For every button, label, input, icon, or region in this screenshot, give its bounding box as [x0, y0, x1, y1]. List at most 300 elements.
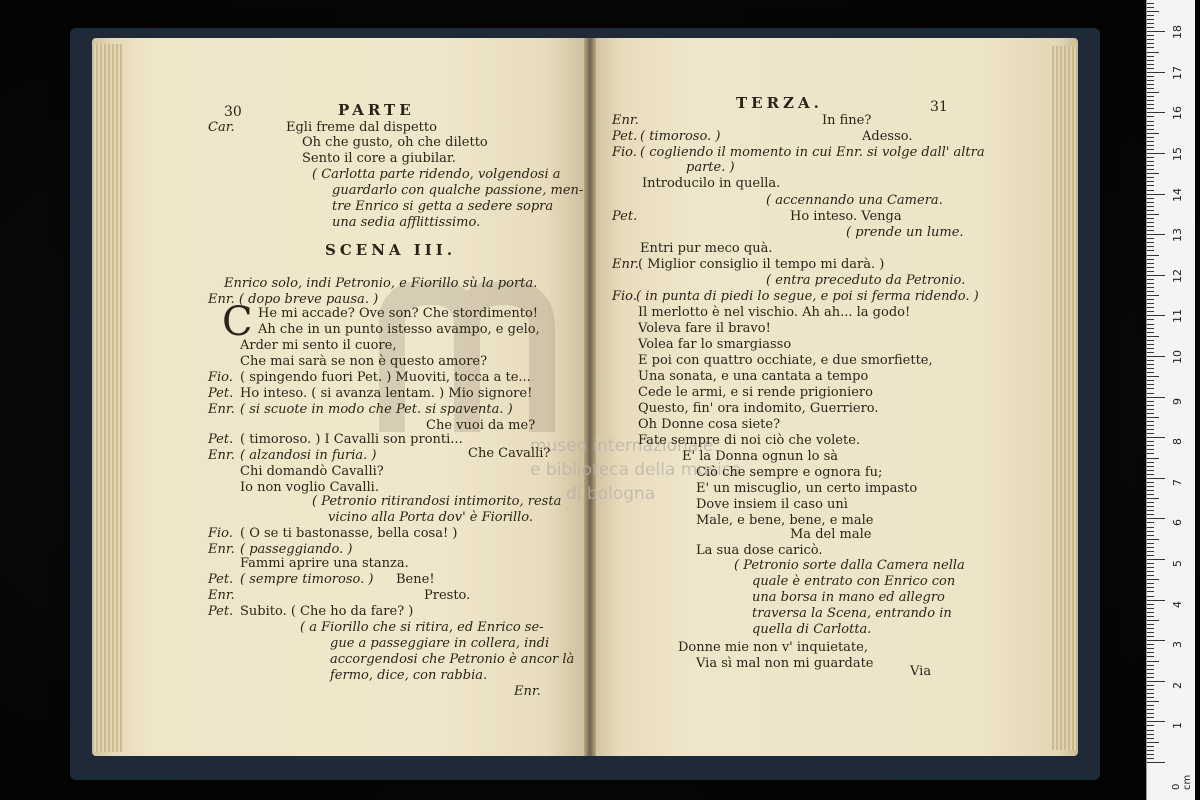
left-text-line-24: vicino alla Porta dov' è Fiorillo.	[328, 510, 534, 525]
right-text-line-23: Ciò che sempre e ognora fu;	[696, 465, 883, 480]
left-text-line-20: Che Cavalli?	[468, 446, 551, 461]
right-speaker-1: Pet.	[612, 129, 638, 144]
ruler-tick	[1147, 153, 1165, 154]
right-speaker-7: Pet.	[612, 209, 638, 224]
ruler-number: 12	[1171, 268, 1184, 283]
ruler-number: 6	[1171, 519, 1184, 527]
ruler-tick	[1147, 527, 1154, 528]
left-text-line-8: Enrico solo, indi Petronio, e Fiorillo sù la porta.	[224, 276, 538, 291]
ruler-tick	[1147, 226, 1154, 227]
left-text-line-34: gue a passeggiare in collera, indi	[330, 636, 550, 651]
ruler-tick	[1147, 360, 1154, 361]
left-scene-heading: SCENA III.	[325, 241, 457, 259]
right-speaker-0: Enr.	[612, 113, 639, 128]
ruler-tick	[1147, 218, 1154, 219]
left-speaker-19: Enr.	[208, 448, 235, 463]
ruler-tick	[1147, 39, 1154, 40]
ruler-tick	[1147, 453, 1154, 454]
ruler-tick	[1147, 336, 1159, 337]
ruler-tick	[1147, 409, 1154, 410]
ruler-tick	[1147, 648, 1154, 649]
ruler-tick	[1147, 401, 1154, 402]
ruler-tick	[1147, 669, 1154, 670]
ruler-tick	[1147, 210, 1154, 211]
right-text-line-30: quale è entrato con Enrico con	[752, 574, 956, 589]
ruler-tick	[1147, 100, 1154, 101]
ruler-tick	[1147, 636, 1154, 637]
ruler-number: 15	[1171, 147, 1184, 161]
right-text-line-5: Introducilo in quella.	[642, 176, 781, 191]
left-text-line-26: ( passeggiando. )	[240, 542, 353, 557]
ruler-tick	[1147, 421, 1154, 422]
ruler-tick	[1147, 665, 1154, 666]
right-text-line-2: Adesso.	[862, 129, 913, 144]
ruler-tick	[1147, 608, 1154, 609]
right-text-line-14: Voleva fare il bravo!	[638, 321, 771, 336]
ruler-tick	[1147, 742, 1159, 743]
ruler-tick	[1147, 352, 1154, 353]
watermark-text-3: di bologna	[566, 484, 656, 504]
ruler-tick	[1147, 84, 1154, 85]
ruler-tick	[1147, 92, 1159, 93]
page-edges-right	[1050, 46, 1078, 750]
ruler-tick	[1147, 583, 1154, 584]
left-text-line-28: ( sempre timoroso. )	[240, 572, 374, 587]
left-text-line-31: Presto.	[424, 588, 471, 603]
left-speaker-15: Pet.	[208, 386, 234, 401]
ruler-tick	[1147, 307, 1154, 308]
ruler-tick	[1147, 490, 1154, 491]
left-speaker-28: Pet.	[208, 572, 234, 587]
ruler-number: 14	[1171, 187, 1184, 202]
ruler-tick	[1147, 522, 1154, 523]
ruler-tick	[1147, 717, 1154, 718]
ruler-tick	[1147, 185, 1154, 186]
ruler-tick	[1147, 76, 1154, 77]
ruler-tick	[1147, 458, 1159, 459]
ruler-tick	[1147, 738, 1154, 739]
ruler-tick	[1147, 567, 1154, 568]
ruler-tick	[1147, 433, 1154, 434]
ruler-tick	[1147, 145, 1154, 146]
right-text-line-9: Entri pur meco quà.	[640, 241, 773, 256]
ruler-tick	[1147, 80, 1154, 81]
ruler-tick	[1147, 518, 1165, 519]
ruler-tick	[1147, 141, 1154, 142]
ruler-number: 4	[1171, 600, 1184, 608]
right-text-line-29: ( Petronio sorte dalla Camera nella	[734, 558, 965, 573]
ruler-tick	[1147, 348, 1154, 349]
ruler-number: 3	[1171, 641, 1184, 649]
ruler-tick	[1147, 283, 1154, 284]
right-text-line-27: Ma del male	[790, 527, 872, 542]
ruler-tick	[1147, 133, 1159, 134]
ruler-tick	[1147, 376, 1159, 377]
left-text-line-25: ( O se ti bastonasse, bella cosa! )	[240, 526, 458, 541]
left-speaker-25: Fio.	[208, 526, 233, 541]
left-text-line-17: Che vuoi da me?	[426, 418, 536, 433]
ruler-tick	[1147, 429, 1154, 430]
ruler-tick	[1147, 149, 1154, 150]
right-text-line-21: Fate sempre di noi ciò che volete.	[638, 433, 861, 448]
right-text-line-0: In fine?	[822, 113, 872, 128]
ruler-tick	[1147, 441, 1154, 442]
left-text-line-12: Arder mi sento il cuore,	[240, 338, 397, 353]
ruler-tick	[1147, 328, 1154, 329]
ruler-tick	[1147, 445, 1154, 446]
ruler-tick	[1147, 121, 1154, 122]
ruler-tick	[1147, 470, 1154, 471]
ruler-tick	[1147, 15, 1154, 16]
ruler-tick	[1147, 104, 1154, 105]
right-speaker-3: Fio.	[612, 145, 637, 160]
left-text-line-10: He mi accade? Ove son? Che stordimento!	[258, 306, 538, 321]
right-text-line-32: traversa la Scena, entrando in	[752, 606, 952, 621]
ruler-tick	[1147, 644, 1154, 645]
ruler-tick	[1147, 685, 1154, 686]
ruler-tick	[1147, 169, 1154, 170]
ruler-tick	[1147, 721, 1165, 722]
right-speaker-10: Enr.	[612, 257, 639, 272]
ruler-tick	[1147, 344, 1154, 345]
left-text-line-0: Egli freme dal dispetto	[286, 120, 437, 135]
left-text-line-18: ( timoroso. ) I Cavalli son pronti...	[240, 432, 463, 447]
ruler-number: 10	[1171, 350, 1184, 364]
ruler-tick	[1147, 701, 1159, 702]
ruler-tick	[1147, 259, 1154, 260]
right-text-line-8: ( prende un lume.	[846, 225, 964, 240]
ruler-tick	[1147, 494, 1154, 495]
ruler-tick	[1147, 311, 1154, 312]
ruler-tick	[1147, 697, 1154, 698]
left-text-line-3: ( Carlotta parte ridendo, volgendosi a	[312, 167, 561, 182]
right-text-line-35: Via sì mal non mi guardate	[696, 656, 874, 671]
right-text-line-28: La sua dose caricò.	[696, 543, 823, 558]
left-speaker-18: Pet.	[208, 432, 234, 447]
ruler-tick	[1147, 324, 1154, 325]
ruler-tick	[1147, 23, 1154, 24]
ruler-tick	[1147, 279, 1154, 280]
watermark-text-2: e biblioteca della musica	[530, 460, 742, 480]
ruler-number: 2	[1171, 681, 1184, 689]
right-text-line-13: Il merlotto è nel vischio. Ah ah... la godo!	[638, 305, 911, 320]
ruler-tick	[1147, 19, 1154, 20]
ruler-tick	[1147, 563, 1154, 564]
ruler-tick	[1147, 661, 1159, 662]
left-text-line-27: Fammi aprire una stanza.	[240, 556, 409, 571]
right-text-line-25: Dove insiem il caso unì	[696, 497, 848, 512]
ruler-tick	[1147, 449, 1154, 450]
ruler-tick	[1147, 11, 1159, 12]
ruler-tick	[1147, 750, 1154, 751]
ruler-tick	[1147, 96, 1154, 97]
right-text-line-34: Donne mie non v' inquietate,	[678, 640, 868, 655]
left-speaker-30: Enr.	[208, 588, 235, 603]
ruler-tick	[1147, 531, 1154, 532]
right-text-line-19: Questo, fin' ora indomito, Guerriero.	[638, 401, 879, 416]
ruler-tick	[1147, 230, 1154, 231]
ruler-tick	[1147, 384, 1154, 385]
book-gutter	[584, 38, 596, 756]
right-text-line-26: Male, e bene, bene, e male	[696, 513, 874, 528]
ruler-tick	[1147, 705, 1154, 706]
right-text-line-22: E' la Donna ognun lo sà	[682, 449, 839, 464]
ruler-tick	[1147, 332, 1154, 333]
ruler-tick	[1147, 319, 1154, 320]
ruler-tick	[1147, 510, 1154, 511]
watermark-text-1: museo internazionale	[530, 436, 714, 456]
left-text-line-5: tre Enrico si getta a sedere sopra	[332, 199, 554, 214]
right-text-line-31: una borsa in mano ed allegro	[752, 590, 945, 605]
left-text-line-16: ( si scuote in modo che Pet. si spaventa. )	[240, 402, 513, 417]
ruler-number: 1	[1171, 722, 1184, 730]
ruler-tick	[1147, 551, 1154, 552]
ruler-tick	[1147, 393, 1154, 394]
right-page-number: 31	[930, 99, 948, 115]
ruler-tick	[1147, 340, 1154, 341]
left-text-line-2: Sento il core a giubilar.	[302, 151, 456, 166]
ruler-tick	[1147, 693, 1154, 694]
ruler-number: 5	[1171, 560, 1184, 567]
left-text-line-33: ( a Fiorillo che si ritira, ed Enrico se-	[300, 620, 544, 635]
ruler-tick	[1147, 238, 1154, 239]
ruler-tick	[1147, 368, 1154, 369]
ruler-tick	[1147, 242, 1154, 243]
left-running-head: PARTE	[338, 101, 415, 119]
left-text-line-4: guardarlo con qualche passione, men-	[332, 183, 584, 198]
ruler-tick	[1147, 677, 1154, 678]
ruler-tick	[1147, 315, 1165, 316]
ruler-number: 16	[1171, 106, 1184, 121]
ruler-tick	[1147, 206, 1154, 207]
ruler-number: 11	[1171, 309, 1184, 324]
right-text-line-17: Una sonata, e una cantata a tempo	[638, 369, 869, 384]
ruler-number: 17	[1171, 65, 1184, 80]
ruler-tick	[1147, 275, 1165, 276]
left-text-line-9: Enr. ( dopo breve pausa. )	[208, 292, 379, 307]
ruler-tick	[1147, 762, 1165, 763]
ruler-tick	[1147, 571, 1154, 572]
ruler-tick	[1147, 547, 1154, 548]
left-speaker-16: Enr.	[208, 402, 235, 417]
right-text-line-10: ( Miglior consiglio il tempo mi darà. )	[638, 257, 885, 272]
ruler-number: 18	[1171, 25, 1184, 40]
ruler-tick	[1147, 397, 1165, 398]
ruler-tick	[1147, 194, 1165, 195]
ruler-tick	[1147, 462, 1154, 463]
ruler-tick	[1147, 214, 1159, 215]
ruler-tick	[1147, 620, 1159, 621]
right-text-line-33: quella di Carlotta.	[752, 622, 872, 637]
ruler-tick	[1147, 112, 1165, 113]
ruler-tick	[1147, 437, 1165, 438]
ruler-tick	[1147, 498, 1159, 499]
ruler-tick	[1147, 263, 1154, 264]
ruler-tick	[1147, 587, 1154, 588]
ruler-tick	[1147, 600, 1165, 601]
right-running-head: TERZA.	[736, 94, 823, 112]
right-text-line-36: Via	[910, 664, 932, 679]
ruler-tick	[1147, 31, 1165, 32]
right-text-line-7: Ho inteso. Venga	[790, 209, 902, 224]
ruler-tick	[1147, 656, 1154, 657]
ruler-tick	[1147, 60, 1154, 61]
ruler-tick	[1147, 713, 1154, 714]
ruler-tick	[1147, 372, 1154, 373]
ruler-tick	[1147, 730, 1154, 731]
ruler-tick	[1147, 380, 1154, 381]
ruler-tick	[1147, 157, 1154, 158]
right-text-line-18: Cede le armi, e si rende prigioniero	[638, 385, 873, 400]
drop-cap-letter: C	[222, 299, 253, 345]
ruler-tick	[1147, 234, 1165, 235]
ruler-tick	[1147, 413, 1154, 414]
ruler-number: 13	[1171, 228, 1184, 243]
ruler-tick	[1147, 486, 1154, 487]
ruler-tick	[1147, 129, 1154, 130]
ruler-tick	[1147, 364, 1154, 365]
ruler-tick	[1147, 250, 1154, 251]
right-text-line-16: E poi con quattro occhiate, e due smorfiette,	[638, 353, 933, 368]
right-text-line-11: ( entra preceduto da Petronio.	[766, 273, 966, 288]
ruler-number: 7	[1171, 478, 1184, 486]
ruler-tick	[1147, 291, 1154, 292]
ruler-tick	[1147, 88, 1154, 89]
ruler-tick	[1147, 689, 1154, 690]
ruler-tick	[1147, 3, 1154, 4]
ruler-tick	[1147, 267, 1154, 268]
ruler-tick	[1147, 64, 1154, 65]
ruler-tick	[1147, 295, 1159, 296]
ruler-tick	[1147, 125, 1154, 126]
ruler-tick	[1147, 478, 1165, 479]
left-text-line-14: ( spingendo fuori Pet. ) Muoviti, tocca a te...	[240, 370, 531, 385]
left-page-number: 30	[224, 104, 242, 120]
ruler-tick	[1147, 596, 1154, 597]
left-speaker-0: Car.	[208, 120, 235, 135]
ruler-tick	[1147, 52, 1159, 53]
left-text-line-36: fermo, dice, con rabbia.	[330, 668, 488, 683]
ruler-tick	[1147, 640, 1165, 641]
ruler-tick	[1147, 628, 1154, 629]
ruler-tick	[1147, 612, 1154, 613]
ruler-tick	[1147, 709, 1154, 710]
left-text-line-6: una sedia afflittissimo.	[332, 215, 481, 230]
ruler-tick	[1147, 539, 1159, 540]
ruler-tick	[1147, 177, 1154, 178]
left-text-line-11: Ah che in un punto istesso avampo, e gelo,	[258, 322, 540, 337]
ruler-tick	[1147, 165, 1154, 166]
left-text-line-35: accorgendosi che Petronio è ancor là	[330, 652, 575, 667]
ruler-tick	[1147, 425, 1154, 426]
left-text-line-1: Oh che gusto, oh che diletto	[302, 135, 488, 150]
ruler-tick	[1147, 535, 1154, 536]
ruler-tick	[1147, 43, 1154, 44]
ruler-tick	[1147, 681, 1165, 682]
left-speaker-14: Fio.	[208, 370, 233, 385]
ruler-tick	[1147, 356, 1165, 357]
ruler-tick	[1147, 173, 1159, 174]
ruler-tick	[1147, 68, 1154, 69]
left-text-line-37: Enr.	[514, 684, 541, 699]
ruler-tick	[1147, 575, 1154, 576]
ruler-tick	[1147, 27, 1154, 28]
ruler-tick	[1147, 7, 1154, 8]
ruler-tick	[1147, 271, 1154, 272]
ruler-tick	[1147, 482, 1154, 483]
ruler-tick	[1147, 35, 1154, 36]
ruler-number: 9	[1171, 397, 1184, 405]
ruler-tick	[1147, 466, 1154, 467]
page-edges-left	[92, 44, 122, 752]
ruler-tick	[1147, 299, 1154, 300]
left-text-line-19: ( alzandosi in furia. )	[240, 448, 377, 463]
ruler-tick	[1147, 222, 1154, 223]
right-text-line-6: ( accennando una Camera.	[766, 193, 943, 208]
ruler-tick	[1147, 405, 1154, 406]
ruler-tick	[1147, 502, 1154, 503]
ruler-tick	[1147, 198, 1154, 199]
ruler-unit-label: 0 cm	[1171, 774, 1193, 790]
left-text-line-21: Chi domandò Cavalli?	[240, 464, 384, 479]
ruler-tick	[1147, 746, 1154, 747]
ruler-tick	[1147, 303, 1154, 304]
ruler-tick	[1147, 555, 1154, 556]
ruler-tick	[1147, 474, 1154, 475]
ruler-tick	[1147, 116, 1154, 117]
left-text-line-22: Io non voglio Cavalli.	[240, 480, 379, 495]
right-text-line-15: Volea far lo smargiasso	[638, 337, 792, 352]
ruler-tick	[1147, 137, 1154, 138]
ruler-tick	[1147, 72, 1165, 73]
ruler-tick	[1147, 108, 1154, 109]
left-text-line-29: Bene!	[396, 572, 435, 587]
ruler-tick	[1147, 543, 1154, 544]
right-text-line-1: ( timoroso. )	[640, 129, 721, 144]
left-text-line-23: ( Petronio ritirandosi intimorito, resta	[312, 494, 562, 509]
ruler-tick	[1147, 255, 1159, 256]
ruler-tick	[1147, 202, 1154, 203]
right-text-line-12: ( in punta di piedi lo segue, e poi si ferma ridendo. )	[636, 289, 979, 304]
ruler-tick	[1147, 624, 1154, 625]
left-text-line-13: Che mai sarà se non è questo amore?	[240, 354, 488, 369]
left-text-line-32: Subito. ( Che ho da fare? )	[240, 604, 414, 619]
right-text-line-3: ( cogliendo il momento in cui Enr. si volge dall' altra	[640, 145, 985, 160]
ruler-tick	[1147, 388, 1154, 389]
ruler-tick	[1147, 652, 1154, 653]
ruler-tick	[1147, 754, 1154, 755]
ruler-tick	[1147, 734, 1154, 735]
ruler-tick	[1147, 673, 1154, 674]
ruler-tick	[1147, 616, 1154, 617]
left-speaker-26: Enr.	[208, 542, 235, 557]
left-text-line-15: Ho inteso. ( si avanza lentam. ) Mio signore!	[240, 386, 533, 401]
ruler-tick	[1147, 181, 1154, 182]
left-speaker-32: Pet.	[208, 604, 234, 619]
ruler-tick	[1147, 417, 1159, 418]
right-speaker-12: Fio.	[612, 289, 637, 304]
ruler-tick	[1147, 190, 1154, 191]
right-text-line-20: Oh Donne cosa siete?	[638, 417, 781, 432]
ruler-tick	[1147, 604, 1154, 605]
ruler-tick	[1147, 161, 1154, 162]
ruler-tick	[1147, 559, 1165, 560]
ruler-tick	[1147, 725, 1154, 726]
ruler-tick	[1147, 506, 1154, 507]
ruler-number: 8	[1171, 438, 1184, 446]
ruler-tick	[1147, 47, 1154, 48]
ruler-tick	[1147, 758, 1154, 759]
